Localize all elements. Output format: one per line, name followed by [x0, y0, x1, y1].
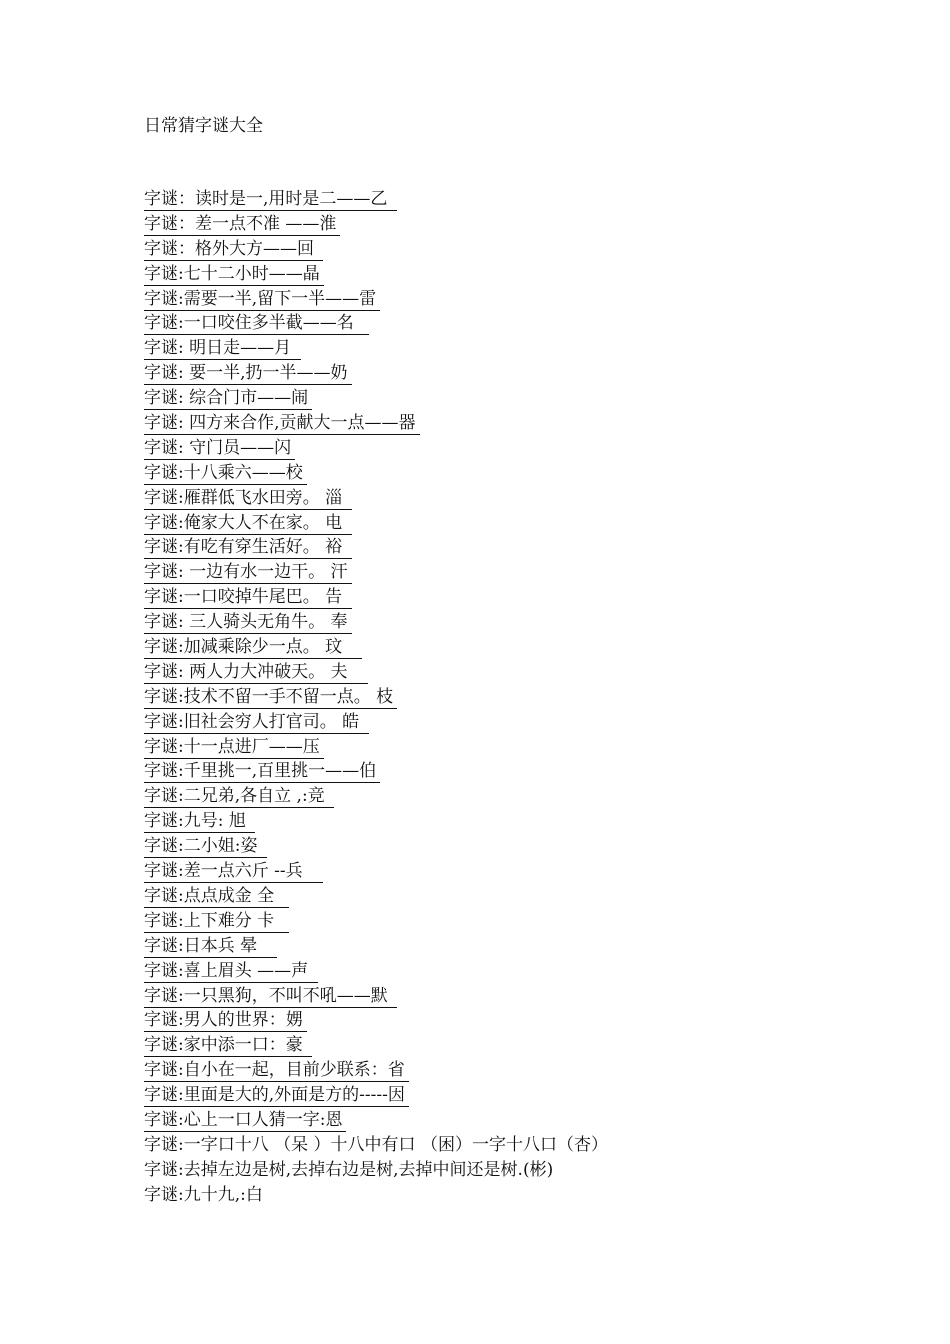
riddle-line [144, 960, 612, 985]
riddle-text: 字谜:雁群低飞水田旁。 淄 [144, 487, 352, 510]
riddle-text: 字谜：差一点不准 ——淮 [144, 213, 340, 236]
riddle-line [144, 711, 612, 736]
riddle-line [144, 337, 612, 362]
riddle-text: 字谜:俺家大人不在家。 电 [144, 512, 352, 535]
riddle-line [144, 362, 612, 387]
riddle-text: 字谜:二小姐:姿 [144, 835, 267, 858]
riddle-line [144, 462, 612, 487]
riddle-line [144, 412, 612, 437]
riddle-text: 字谜:七十二小时——晶 [144, 263, 324, 286]
riddle-text: 字谜:喜上眉头 ——声 [144, 960, 318, 983]
riddle-text: 字谜:十一点进厂——压 [144, 736, 324, 759]
riddle-text: 字谜:十八乘六——校 [144, 462, 307, 485]
riddle-text: 字谜: 要一半,扔一半——奶 [144, 362, 352, 385]
riddle-text: 字谜: 明日走——月 [144, 337, 301, 360]
riddle-text: 字谜:一只黑狗，不叫不吼——默 [144, 985, 397, 1008]
riddle-text: 字谜:一字口十八 （呆 ）十八中有口 （困）一字十八口（杏） [144, 1134, 608, 1155]
riddle-line [144, 835, 612, 860]
riddle-line [144, 561, 612, 586]
riddle-line [144, 312, 612, 337]
riddle-line [144, 1159, 612, 1184]
riddle-line [144, 1009, 612, 1034]
riddle-text: 字谜：格外大方——回 [144, 238, 323, 261]
riddle-text: 字谜:需要一半,留下一半——雷 [144, 288, 380, 311]
riddle-line [144, 985, 612, 1010]
riddle-line [144, 810, 612, 835]
riddle-list [144, 188, 612, 1209]
riddle-line [144, 586, 612, 611]
riddle-line [144, 760, 612, 785]
riddle-text: 字谜:差一点六斤 --兵 [144, 860, 323, 883]
riddle-text: 字谜:日本兵 晕 [144, 935, 277, 958]
riddle-line [144, 1084, 612, 1109]
riddle-text: 字谜:家中添一口：豪 [144, 1034, 312, 1057]
riddle-text: 字谜:上下难分 卡 [144, 910, 289, 933]
riddle-line [144, 1034, 612, 1059]
riddle-line [144, 512, 612, 537]
riddle-text: 字谜:自小在一起，目前少联系：省 [144, 1059, 409, 1082]
riddle-text: 字谜:二兄弟,各自立 ,:竞 [144, 785, 334, 808]
riddle-line [144, 910, 612, 935]
riddle-line [144, 885, 612, 910]
riddle-line [144, 686, 612, 711]
riddle-text: 字谜:里面是大的,外面是方的-----因 [144, 1084, 409, 1107]
document-title: 日常猜字谜大全 [144, 116, 263, 136]
riddle-line [144, 661, 612, 686]
riddle-text: 字谜: 综合门市——闹 [144, 387, 312, 410]
riddle-text: 字谜:千里挑一,百里挑一——伯 [144, 760, 380, 783]
riddle-line [144, 1134, 612, 1159]
riddle-line [144, 736, 612, 761]
riddle-line [144, 288, 612, 313]
riddle-text: 字谜: 三人骑头无角牛。 奉 [144, 611, 352, 634]
riddle-line [144, 188, 612, 213]
riddle-text: 字谜:加减乘除少一点。 玟 [144, 636, 362, 659]
riddle-line [144, 487, 612, 512]
riddle-line [144, 1059, 612, 1084]
riddle-line [144, 213, 612, 238]
riddle-text: 字谜:九十九,:白 [144, 1184, 263, 1205]
riddle-text: 字谜: 四方来合作,贡献大一点——器 [144, 412, 420, 435]
riddle-text: 字谜：读时是一,用时是二——乙 [144, 188, 397, 211]
riddle-line [144, 935, 612, 960]
riddle-line [144, 238, 612, 263]
riddle-line [144, 536, 612, 561]
riddle-line [144, 387, 612, 412]
riddle-text: 字谜: 两人力大冲破天。 夫 [144, 661, 368, 684]
riddle-text: 字谜:有吃有穿生活好。 裕 [144, 536, 352, 559]
riddle-text: 字谜:男人的世界：娚 [144, 1009, 307, 1032]
riddle-text: 字谜: 一边有水一边干。 汗 [144, 561, 352, 584]
riddle-text: 字谜:点点成金 全 [144, 885, 289, 908]
riddle-text: 字谜:技术不留一手不留一点。 枝 [144, 686, 397, 709]
riddle-text: 字谜:去掉左边是树,去掉右边是树,去掉中间还是树.(彬) [144, 1159, 554, 1180]
riddle-text: 字谜:一口咬掉牛尾巴。 告 [144, 586, 352, 609]
riddle-line [144, 785, 612, 810]
riddle-line [144, 1109, 612, 1134]
riddle-text: 字谜:旧社会穷人打官司。 皓 [144, 711, 369, 734]
riddle-line [144, 1184, 612, 1209]
riddle-line [144, 437, 612, 462]
riddle-line [144, 636, 612, 661]
riddle-line [144, 263, 612, 288]
riddle-line [144, 611, 612, 636]
riddle-text: 字谜: 守门员——闪 [144, 437, 295, 460]
riddle-text: 字谜:一口咬住多半截——名 [144, 312, 369, 335]
riddle-text: 字谜:心上一口人猜一字:恩 [144, 1109, 346, 1132]
riddle-line [144, 860, 612, 885]
riddle-text: 字谜:九号: 旭 [144, 810, 255, 833]
